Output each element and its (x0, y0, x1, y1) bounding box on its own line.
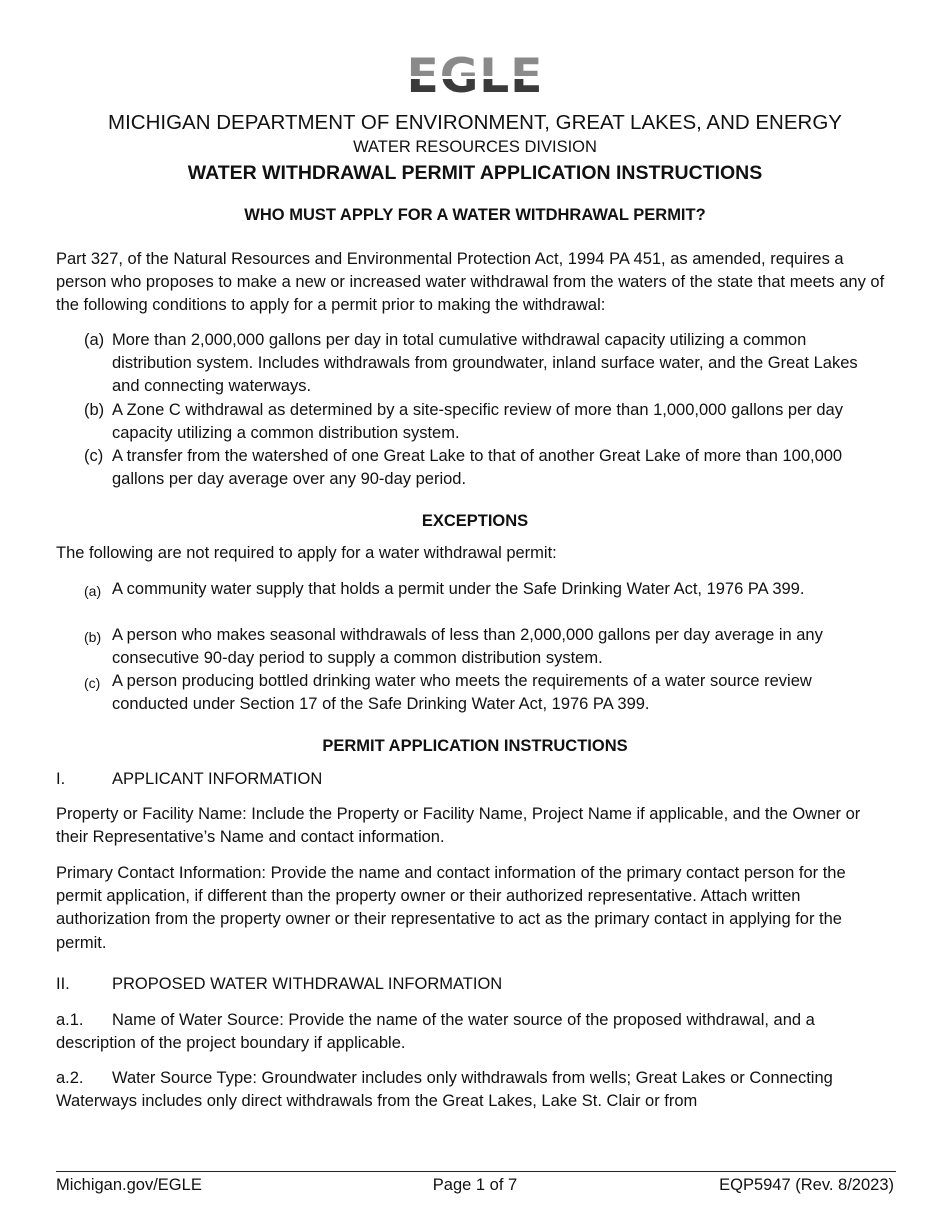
exception-c (84, 670, 884, 716)
egle-logo (403, 49, 547, 104)
exceptions-intro: The following are not required to apply for a water withdrawal permit: (56, 544, 557, 562)
list-text: More than 2,000,000 gallons per day in total cumulative withdrawal capacity utilizing a common distribution system. Includes withdrawals from groundwater, inland surface water, and the Great Lakes and connecting waterways. (112, 331, 858, 396)
division-name: WATER RESOURCES DIVISION (353, 138, 597, 156)
document-title: WATER WITHDRAWAL PERMIT APPLICATION INSTRUCTIONS (187, 162, 763, 184)
footer-website: Michigan.gov/EGLE (56, 1176, 202, 1194)
property-facility-paragraph: Property or Facility Name: Include the Property or Facility Name, Project Name if applicable, and the Owner or their Representative’s Name and contact information. (56, 805, 861, 847)
list-text: A transfer from the watershed of one Great Lake to that of another Great Lake of more than 100,000 gallons per day average over any 90-day period. (112, 447, 843, 489)
water-source-name-paragraph (56, 1009, 896, 1055)
subsection-number: a.1. (56, 1011, 84, 1029)
list-label: (c) (84, 447, 104, 465)
who-must-apply-intro: Part 327, of the Natural Resources and Environmental Protection Act, 1994 PA 451, as amended, requires a person who proposes to make a new or increased water withdrawal from the waters of the state that meets any of the following conditions to apply for a permit prior to making the withdrawal: (56, 250, 885, 315)
apply-condition-c (84, 445, 884, 491)
section-title: PROPOSED WATER WITHDRAWAL INFORMATION (112, 975, 503, 993)
list-label: (a) (84, 331, 105, 349)
list-label: (c) (84, 675, 101, 691)
primary-contact-paragraph: Primary Contact Information: Provide the name and contact information of the primary contact person for the permit application, if different than the property owner or their authorized representative. Attach written authorization from the property owner or their representative to act as the primary contact in applying for the permit. (56, 864, 846, 952)
section-number: I. (56, 770, 66, 788)
exceptions-heading: EXCEPTIONS (421, 512, 529, 530)
footer-form-id: EQP5947 (Rev. 8/2023) (719, 1176, 894, 1194)
footer-divider (56, 1171, 896, 1172)
subsection-text: Name of Water Source: Provide the name of the water source of the proposed withdrawal, and a description of the project boundary if applicable. (56, 1011, 815, 1053)
section-title: APPLICANT INFORMATION (112, 770, 323, 788)
water-source-type-paragraph (56, 1067, 896, 1113)
who-must-apply-heading: WHO MUST APPLY FOR A WATER WITDHRAWAL PERMIT? (244, 206, 706, 224)
list-label: (b) (84, 629, 102, 645)
list-text: A person producing bottled drinking water who meets the requirements of a water source review conducted under Section 17 of the Safe Drinking Water Act, 1976 PA 399. (112, 672, 812, 714)
exception-b (84, 624, 884, 670)
department-name: MICHIGAN DEPARTMENT OF ENVIRONMENT, GREAT LAKES, AND ENERGY (108, 111, 842, 134)
apply-condition-b (84, 399, 884, 445)
list-label: (a) (84, 583, 102, 599)
egle-logo-text: EGLE (403, 55, 547, 99)
subsection-text: Water Source Type: Groundwater includes only withdrawals from wells; Great Lakes or Connecting Waterways includes only direct withdrawals from the Great Lakes, Lake St. Clair or from (56, 1069, 833, 1111)
apply-condition-a (84, 329, 884, 399)
exception-a (84, 578, 884, 601)
instructions-heading: PERMIT APPLICATION INSTRUCTIONS (322, 737, 628, 755)
section-number: II. (56, 975, 70, 993)
list-text: A community water supply that holds a permit under the Safe Drinking Water Act, 1976 PA 399. (112, 580, 805, 598)
list-label: (b) (84, 401, 105, 419)
subsection-number: a.2. (56, 1069, 84, 1087)
list-text: A Zone C withdrawal as determined by a site-specific review of more than 1,000,000 gallons per day capacity utilizing a common distribution system. (112, 401, 843, 443)
list-text: A person who makes seasonal withdrawals of less than 2,000,000 gallons per day average in any consecutive 90-day period to supply a common distribution system. (112, 626, 823, 668)
footer-page-number: Page 1 of 7 (432, 1176, 518, 1194)
